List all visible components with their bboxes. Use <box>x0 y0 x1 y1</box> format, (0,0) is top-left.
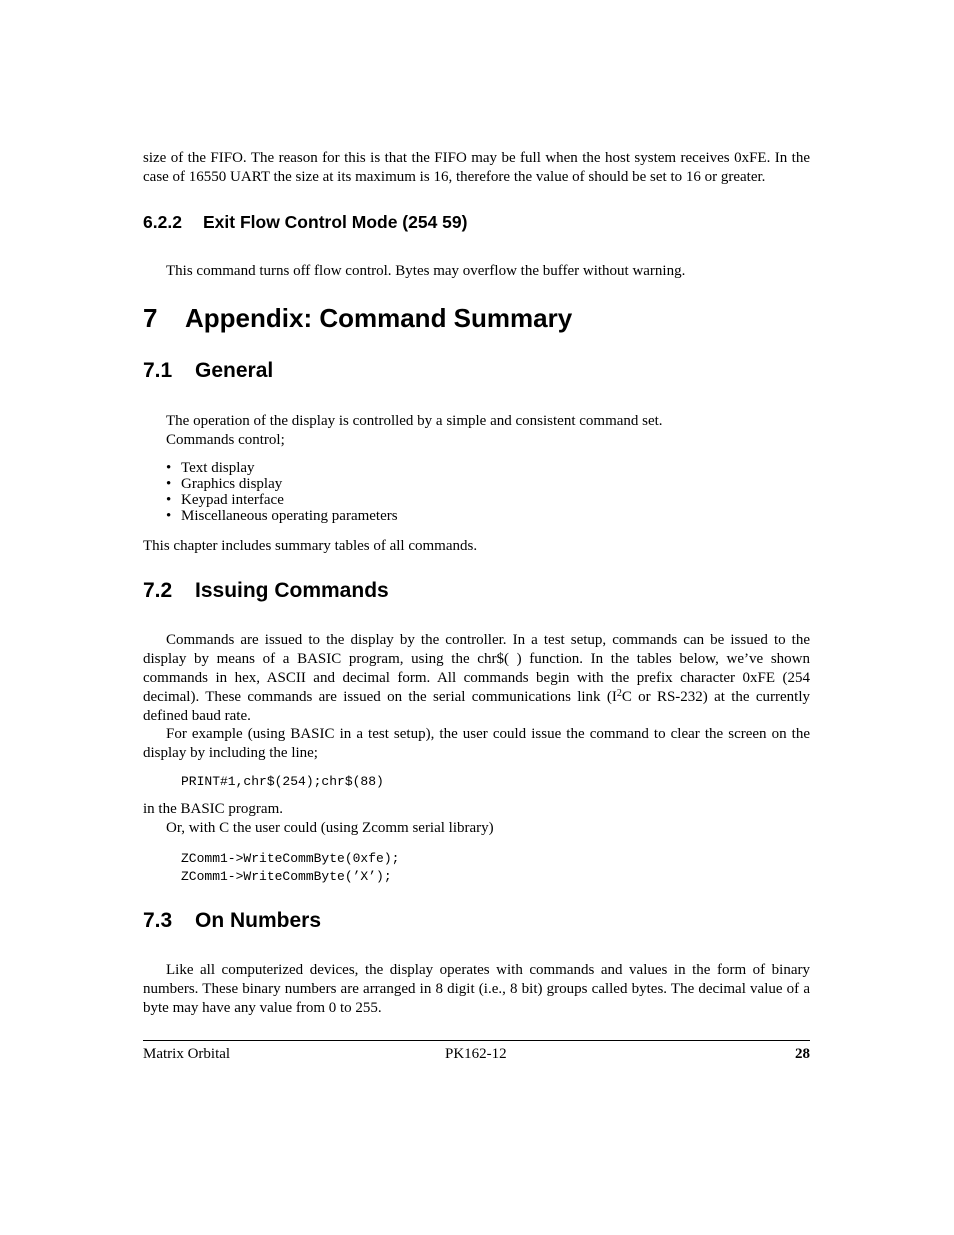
bullet-icon: • <box>166 460 172 476</box>
chapter-7-number: 7 <box>143 303 158 333</box>
section-71-line2: Commands control; <box>166 432 285 448</box>
basic-code-line: PRINT#1,chr$(254);chr$(88) <box>181 774 384 789</box>
c-code-line-2: ZComm1->WriteCommByte(’X’); <box>181 869 392 884</box>
section-72-paragraph-1: Commands are issued to the display by the controller. In a test setup, commands can be issued to the display by means of a BASIC program, using the chr$( ) function. In the tables below, we’ve shown commands in hex, ASCII and decimal form. All commands begin with the prefix character 0xFE (254 decimal). These commands are issued on the serial communications link ($I^2C$ or RS-232) at the currently defined baud rate. <box>143 632 810 724</box>
list-item: • Graphics display <box>166 476 283 492</box>
command-category-list <box>143 460 810 524</box>
section-72-paragraph-2: For example (using BASIC in a test setup), the user could issue the command to clear the screen on the display by including the line; <box>143 726 810 761</box>
section-72-title: Issuing Commands <box>195 579 389 602</box>
section-622-body: This command turns off flow control. Bytes may overflow the buffer without warning. <box>166 263 686 279</box>
page-number: 28 <box>795 1046 810 1062</box>
section-73-number: 7.3 <box>143 909 173 932</box>
section-71-number: 7.1 <box>143 359 173 382</box>
chapter-7-heading <box>143 303 810 334</box>
bullet-icon: • <box>166 476 172 492</box>
list-item: • Keypad interface <box>166 492 284 508</box>
footer-product: PK162-12 <box>445 1046 507 1062</box>
bullet-icon: • <box>166 508 172 524</box>
section-71-closing: This chapter includes summary tables of all commands. <box>143 538 478 554</box>
intro-paragraph: size of the FIFO. The reason for this is that the FIFO may be full when the host system receives 0xFE. In the case of 16550 UART the size at its maximum is 16, therefore the value of should be set to 16 or greater. <box>143 150 810 185</box>
chapter-7-title: Appendix: Command Summary <box>185 303 573 333</box>
section-622-title: Exit Flow Control Mode (254 59) <box>203 212 468 232</box>
c-intro-text: Or, with C the user could (using Zcomm serial library) <box>166 820 494 836</box>
section-622-number: 6.2.2 <box>143 212 182 232</box>
c-code-line-1: ZComm1->WriteCommByte(0xfe); <box>181 851 400 866</box>
section-72-number: 7.2 <box>143 579 173 602</box>
after-basic-text: in the BASIC program. <box>143 801 283 817</box>
footer-rule <box>143 1040 810 1041</box>
list-item: • Miscellaneous operating parameters <box>166 508 398 524</box>
section-71-title: General <box>195 359 274 382</box>
section-73-body: Like all computerized devices, the display operates with commands and values in the form of binary numbers. These binary numbers are arranged in 8 digit (i.e., 8 bit) groups called bytes. The decimal value of a byte may have any value from 0 to 255. <box>143 962 810 1016</box>
section-73-title: On Numbers <box>195 909 322 932</box>
section-73-heading <box>143 909 810 933</box>
bullet-icon: • <box>166 492 172 508</box>
section-71-line1: The operation of the display is controlled by a simple and consistent command set. <box>166 413 663 429</box>
section-622-heading <box>143 212 810 233</box>
footer-company: Matrix Orbital <box>143 1046 231 1062</box>
section-72-heading <box>143 579 810 603</box>
section-71-heading <box>143 359 810 383</box>
list-item: • Text display <box>166 460 255 476</box>
